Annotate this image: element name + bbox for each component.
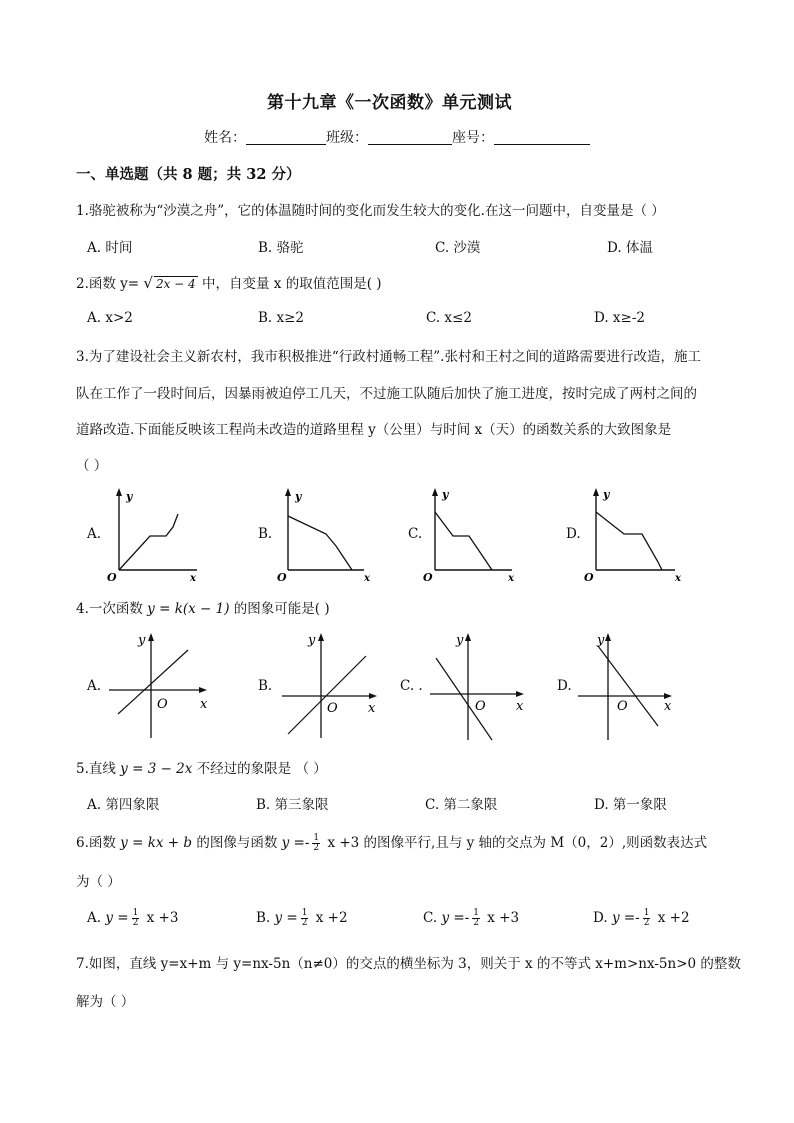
name-label: 姓名： (204, 130, 246, 146)
question-6-line-1 (76, 831, 707, 853)
q6c-den: 2 (473, 918, 479, 928)
q4b-x-label: x (368, 701, 376, 716)
page-title: 第十九章《一次函数》单元测试 (267, 93, 512, 113)
q3a-x-label: x (190, 573, 196, 584)
q6d-fraction (643, 909, 651, 928)
q1-option-c[interactable]: C. 沙漠 (435, 240, 481, 256)
q5-option-b[interactable]: B. 第三象限 (256, 797, 329, 813)
q6d-f: y =- (611, 910, 640, 926)
question-7-line-1: 7.如图，直线 y=x+m 与 y=nx-5n（n≠0）的交点的横坐标为 3，则关于 x 的不等式 x+m>nx-5n>0 的整数 (76, 956, 741, 972)
q3d-origin-label: O (584, 571, 594, 584)
q4c-origin-label: O (475, 699, 486, 714)
question-6-line-2: 为（ ） (76, 874, 121, 890)
q6-p3: x +3 的图像平行,且与 y 轴的交点为 M（0，2）,则函数表达式 (323, 835, 708, 851)
q6c-num: 1 (473, 908, 479, 918)
q4b-origin-label: O (327, 701, 338, 716)
q5-option-c[interactable]: C. 第二象限 (425, 797, 498, 813)
question-3-line-4: （ ） (76, 458, 108, 474)
q2-prefix: 2.函数 y= (76, 276, 144, 292)
q2-option-b[interactable]: B. x≥2 (258, 310, 305, 326)
q6c-f: y =- (441, 910, 470, 926)
q4a-y-label: y (138, 633, 146, 648)
question-3-line-1: 3.为了建设社会主义新农村，我市积极推进“行政村通畅工程”.张村和王村之间的道路需要进行改造，施工 (76, 349, 701, 365)
seat-blank[interactable] (494, 130, 590, 145)
q3-option-d-label[interactable]: D. (566, 526, 581, 542)
q6b-pre: B. (256, 910, 275, 926)
q2-option-d[interactable]: D. x≥-2 (594, 310, 646, 326)
q5-suffix: 不经过的象限是 （ ） (192, 761, 327, 777)
q6-p2: 的图像与函数 (192, 835, 282, 851)
q3-graph-a (102, 484, 212, 584)
q3c-y-label: y (442, 488, 449, 501)
student-info-line (204, 127, 590, 147)
q3-option-b-label[interactable]: B. (258, 526, 273, 542)
question-1: 1.骆驼被称为“沙漠之舟”，它的体温随时间的变化而发生较大的变化.在这一问题中，自变量是（ ） (76, 203, 665, 219)
q6d-pre: D. (593, 910, 612, 926)
q1-option-d[interactable]: D. 体温 (607, 240, 653, 256)
q3c-x-label: x (508, 573, 514, 584)
class-blank[interactable] (368, 130, 452, 145)
q4-graph-b (278, 628, 388, 748)
q1-option-b[interactable]: B. 骆驼 (258, 240, 304, 256)
q6-fraction (312, 834, 320, 853)
q3d-x-label: x (675, 573, 681, 584)
q2-radicand: 2x − 4 (155, 277, 196, 291)
q6-formula-1: y = kx + b (120, 835, 193, 851)
sqrt-icon: √ (143, 274, 153, 292)
q4-graph-d (574, 628, 684, 748)
q6c-pre: C. (423, 910, 442, 926)
q3b-y-label: y (295, 490, 302, 503)
q3d-y-label: y (603, 488, 610, 501)
question-7-line-2: 解为（ ） (76, 994, 135, 1010)
q3-option-c-label[interactable]: C. (408, 526, 423, 542)
q3-option-a-label[interactable]: A. (87, 526, 102, 542)
q4-option-c-label[interactable]: C. . (400, 678, 423, 694)
q4a-origin-label: O (157, 697, 168, 712)
q6b-den: 2 (301, 918, 308, 928)
q2-suffix: 中，自变量 x 的取值范围是( ) (197, 276, 382, 292)
q4-formula: y = k(x − 1) (147, 601, 230, 617)
seat-label: 座号： (452, 130, 494, 146)
question-5 (76, 757, 327, 777)
q6a-fraction (132, 909, 140, 928)
q2-option-c[interactable]: C. x≤2 (426, 310, 472, 326)
q4-option-a-label[interactable]: A. (87, 678, 102, 694)
q3-graph-c (420, 484, 530, 584)
q6-frac-den: 2 (313, 843, 320, 853)
q3-graph-b (272, 484, 382, 584)
q6d-den: 2 (643, 918, 650, 928)
q4-option-b-label[interactable]: B. (258, 678, 273, 694)
q6a-f: y = (105, 910, 129, 926)
q4c-y-label: y (456, 633, 464, 648)
q6b-num: 1 (301, 908, 308, 918)
q6c-fraction (472, 909, 480, 928)
q6a-post: x +3 (142, 910, 179, 926)
question-2 (76, 272, 382, 292)
q6a-den: 2 (132, 918, 139, 928)
q5-option-a[interactable]: A. 第四象限 (87, 797, 160, 813)
q6-option-a[interactable] (87, 909, 178, 928)
q3a-y-label: y (126, 490, 133, 503)
q6-option-b[interactable] (256, 909, 348, 928)
q4-graph-a (104, 628, 214, 748)
q3b-origin-label: O (277, 571, 287, 584)
q4-option-d-label[interactable]: D. (557, 678, 572, 694)
q5-prefix: 5.直线 (76, 761, 121, 777)
q6-formula-2: y =- (281, 835, 310, 851)
q6a-pre: A. (87, 910, 106, 926)
q3a-origin-label: O (107, 571, 117, 584)
q6b-post: x +2 (311, 910, 348, 926)
q5-option-d[interactable]: D. 第一象限 (594, 797, 667, 813)
q4b-y-label: y (308, 633, 316, 648)
q6d-post: x +2 (653, 910, 690, 926)
q4a-x-label: x (200, 697, 208, 712)
q1-option-a[interactable]: A. 时间 (87, 240, 133, 256)
q6b-fraction (301, 909, 309, 928)
q4-suffix: 的图象可能是( ) (229, 601, 330, 617)
q4c-x-label: x (516, 699, 524, 714)
question-3-line-2: 队在工作了一段时间后，因暴雨被迫停工几天，不过施工队随后加快了施工进度，按时完成了两村之间的 (76, 386, 697, 402)
q4d-x-label: x (664, 699, 672, 714)
q4-prefix: 4.一次函数 (76, 601, 148, 617)
q6a-num: 1 (132, 908, 139, 918)
q6b-f: y = (274, 910, 298, 926)
q6c-post: x +3 (482, 910, 520, 926)
q4-graph-c (426, 628, 536, 748)
class-label: 班级： (326, 130, 368, 146)
q4d-y-label: y (597, 633, 605, 648)
q6-option-d[interactable] (593, 909, 690, 928)
q5-formula: y = 3 − 2x (120, 761, 193, 777)
q6-p1: 6.函数 (76, 835, 121, 851)
question-3-line-3: 道路改造.下面能反映该工程尚未改造的道路里程 y（公里）与时间 x（天）的函数关系的大致图象是 (76, 422, 672, 438)
q6-frac-num: 1 (313, 833, 320, 843)
q3c-origin-label: O (423, 571, 433, 584)
name-blank[interactable] (246, 130, 326, 145)
question-4 (76, 597, 330, 617)
q2-option-a[interactable]: A. x>2 (87, 310, 133, 326)
q3b-x-label: x (364, 573, 370, 584)
q4d-origin-label: O (617, 699, 628, 714)
q6d-num: 1 (643, 908, 650, 918)
section-heading: 一、单选题（共 8 题；共 32 分） (76, 166, 301, 183)
q3-graph-d (580, 484, 690, 584)
q6-option-c[interactable] (423, 909, 519, 928)
